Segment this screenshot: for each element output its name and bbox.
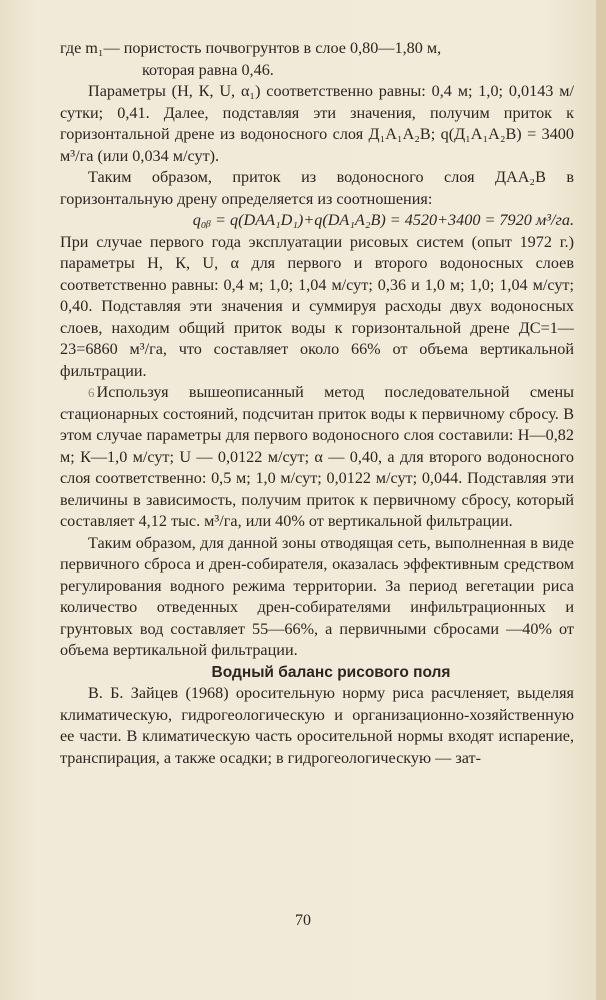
text-line-porosity: где m₁— пористость почвогрунтов в слое 0,80—1,80 м, — [60, 39, 442, 57]
section-heading: Водный баланс рисового поля — [211, 663, 451, 681]
page-edge-shadow — [596, 0, 606, 1000]
formula-inflow: q₀ᵦ = q(DAA₁D₁)+q(DA₁A₂B) = 4520+3400 = 7920 м³/га. — [192, 211, 574, 229]
paragraph-conclusion: Таким образом, для данной зоны отводящая сеть, выполненная в виде первичного сброса и дрен-собирателя, оказалась эффективным средством регулирования водного режима территории. За период вегетации риса количество отведенных дрен-собирателями инфильтрационных и грунтовых вод составляет 55—66%, а первичными сбросами —40% от объема вертикальной фильтрации. — [60, 533, 574, 659]
text-line-porosity-cont: которая равна 0,46. — [142, 60, 274, 79]
margin-mark: 6 — [88, 385, 95, 400]
paragraph-zaitsev: В. Б. Зайцев (1968) оросительную норму риса расчленяет, выделяя климатическую, гидрогеологическую и организационно-хозяйственную ее части. В климатическую часть оросительной нормы входят испарение, транспирация, а также осадки; в гидрогеологическую — зат- — [60, 684, 574, 767]
page-text-block — [60, 38, 574, 769]
paragraph-inflow-intro: Таким образом, приток из водоносного слоя ДАА₂В в горизонтальную дрену определяется из соотношения: — [60, 168, 574, 208]
paragraph-first-year: При случае первого года эксплуатации рисовых систем (опыт 1972 г.) параметры Н, К, U, α для первого и второго водоносных слоев соответственно равны: 0,4 м; 1,0; 1,04 м/сут; 0,36 и 1,0 м; 1,0; 1,04 м/сут; 0,40. Подставляя эти значения и суммируя расходы двух водоносных слоев, находим общий приток воды к горизонтальной дрене ДС=1—23=6860 м³/га, что составляет около 66% от объема вертикальной фильтрации. — [60, 232, 574, 380]
page-number: 70 — [295, 912, 311, 929]
paragraph-primary-discharge — [60, 382, 574, 533]
paragraph-primary-discharge-text: Используя вышеописанный метод последовательной смены стационарных состояний, подсчитан приток воды к первичному сбросу. В этом случае параметры для первого водоносного слоя составили: Н—0,82 м; К—1,0 м/сут; U — 0,0122 м/сут; α — 0,40, а для второго водоносного слоя соответственно: 0,5 м; 1,0 м/сут; 0,0122 м/сут; 0,044. Подставляя эти величины в зависимость, получим приток к первичному сбросу, который составляет 4,12 тыс. м³/га, или 40% от вертикальной фильтрации. — [60, 383, 574, 530]
paragraph-parameters: Параметры (Н, К, U, α₁) соответственно равны: 0,4 м; 1,0; 0,0143 м/сутки; 0,41. Далее, подставляя эти значения, получим приток к горизонтальной дрене из водоносного слоя Д₁А₁А₂В; q(Д₁А₁А₂В) = 3400 м³/га (или 0,034 м/сут). — [60, 82, 574, 165]
